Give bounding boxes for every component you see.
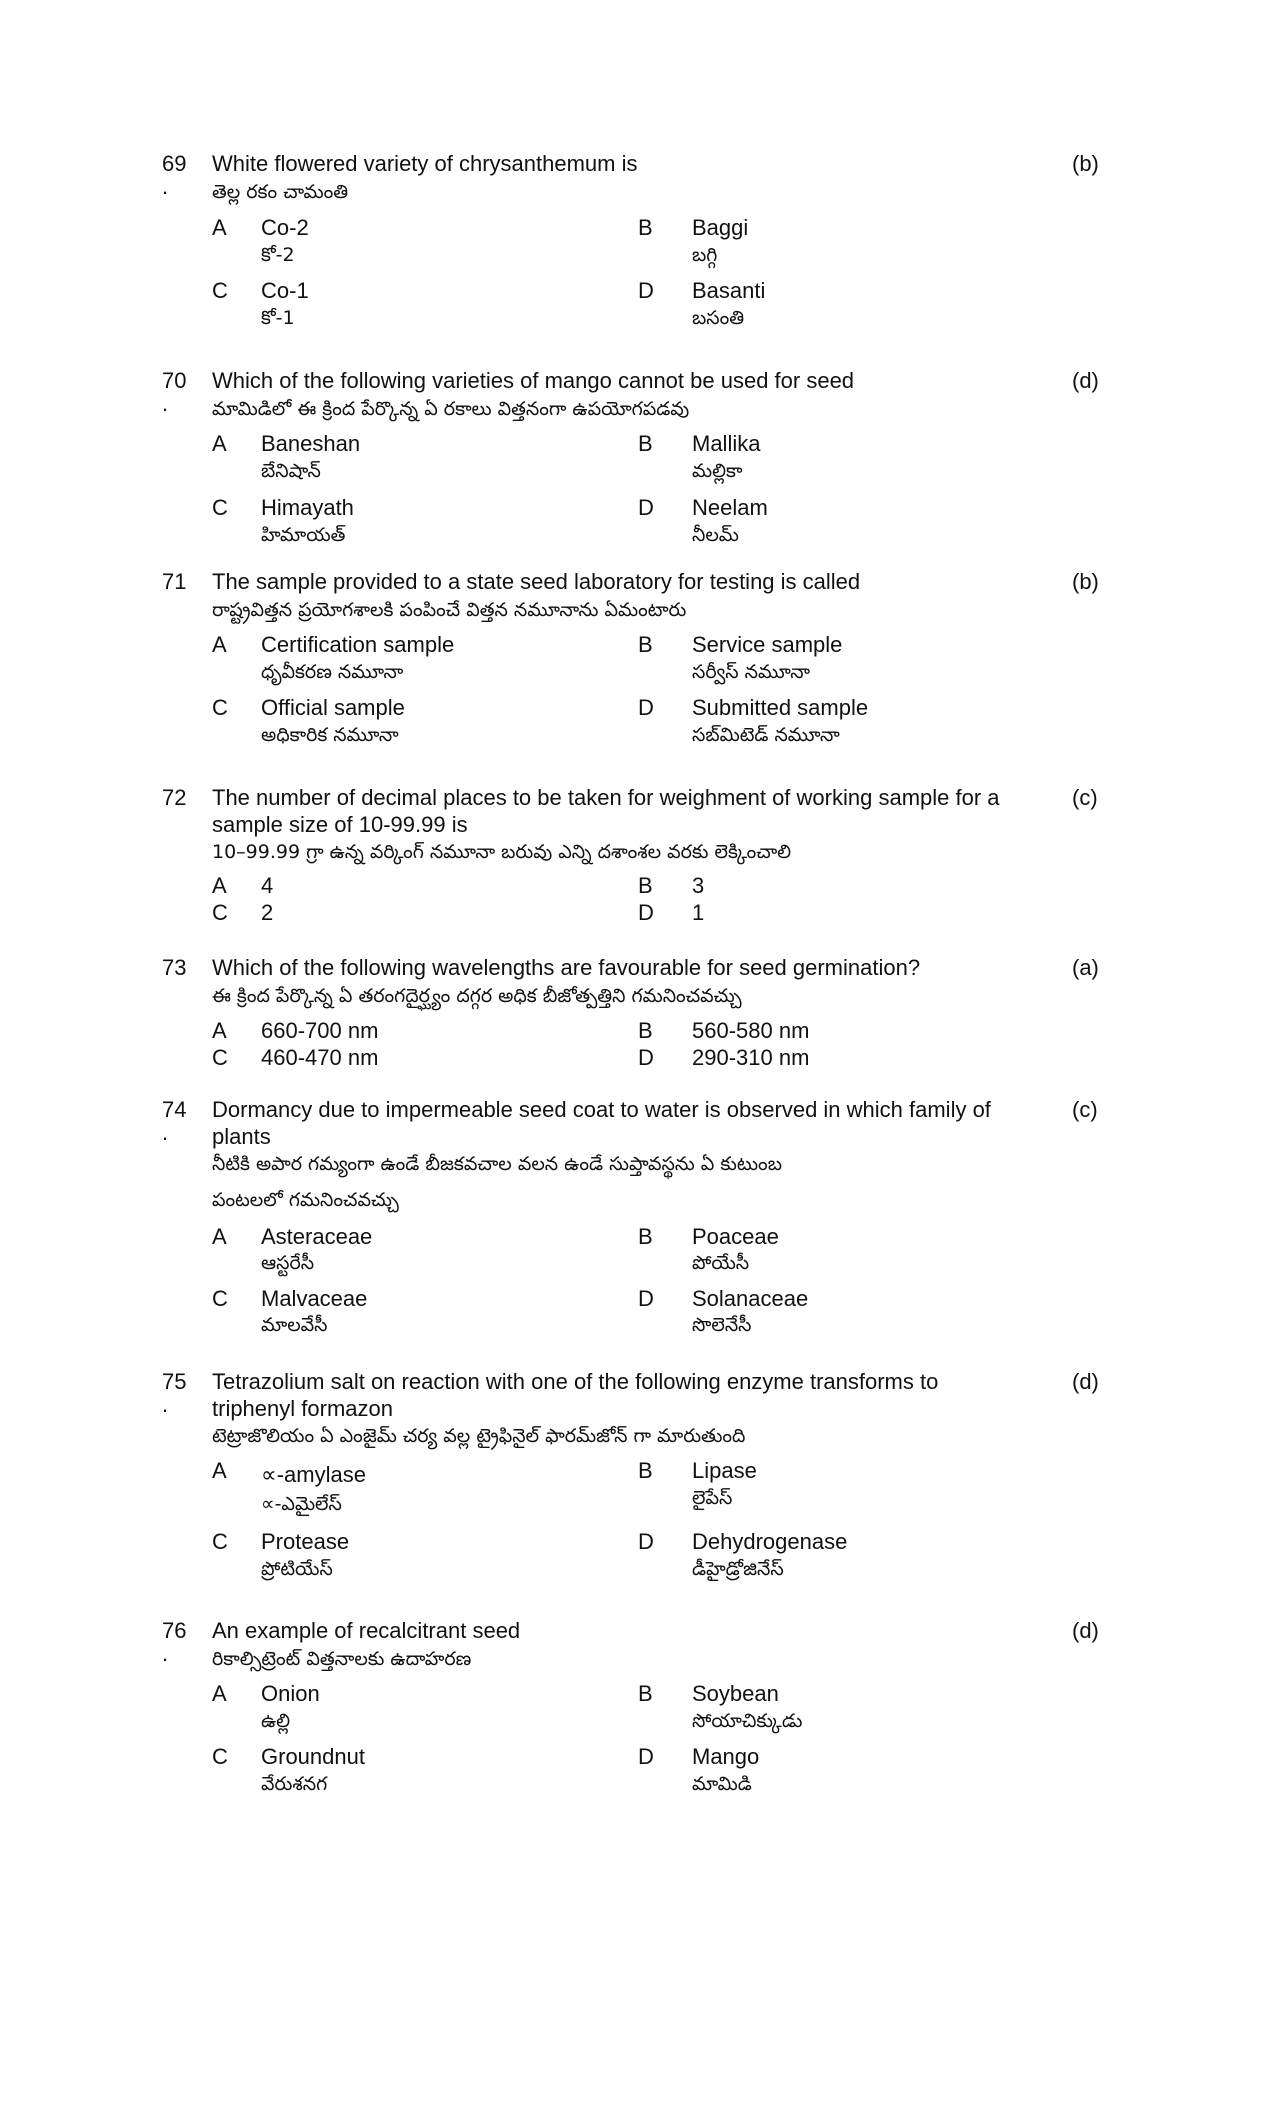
question-number-dot: . xyxy=(162,174,169,199)
option-letter-d: D xyxy=(638,1045,654,1070)
question-number-value: 72 xyxy=(162,785,187,810)
option-a-telugu: బేనిషాన్ xyxy=(261,460,321,482)
question-text-english xyxy=(212,784,1052,838)
question-text-telugu: రాష్ట్రవిత్తన ప్రయోగశాలకి పంపించే విత్తన నమూనాను ఏమంటారు xyxy=(212,599,687,621)
question-number-value: 76 xyxy=(162,1618,187,1643)
option-c-english: 460-470 nm xyxy=(261,1045,379,1070)
option-a-english: Asteraceae xyxy=(261,1224,373,1249)
question-text-english: White flowered variety of chrysanthemum is xyxy=(212,151,638,176)
question-text-telugu: టెట్రాజొలియం ఏ ఎంజైమ్ చర్య వల్ల ట్రైఫినైల్ ఫారమ్‌జోన్ గా మారుతుంది xyxy=(212,1425,746,1447)
option-b-english: Soybean xyxy=(692,1681,779,1706)
option-b-telugu: పోయేసీ xyxy=(692,1252,750,1274)
option-c-english: Groundnut xyxy=(261,1744,365,1769)
option-d-english: Submitted sample xyxy=(692,695,869,720)
option-c-english: Protease xyxy=(261,1529,350,1554)
question-text-telugu: రికాల్సిట్రెంట్ విత్తనాలకు ఉదాహరణ xyxy=(212,1648,472,1670)
question-number-value: 69 xyxy=(162,151,187,176)
option-c-telugu: అధికారిక నమూనా xyxy=(261,724,399,746)
option-letter-d: D xyxy=(638,900,654,925)
option-c-telugu: ప్రోటియేస్ xyxy=(261,1558,333,1580)
question-text-english xyxy=(212,1368,1052,1422)
option-letter-c: C xyxy=(212,695,228,720)
answer-key: (c) xyxy=(1072,1097,1098,1122)
option-letter-a: A xyxy=(212,1681,227,1706)
option-letter-b: B xyxy=(638,1224,653,1249)
option-letter-b: B xyxy=(638,632,653,657)
option-d-telugu: డీహైడ్రోజినేస్ xyxy=(692,1558,784,1580)
option-d-english: Basanti xyxy=(692,278,766,303)
option-c-telugu: హిమాయత్ xyxy=(261,524,346,546)
option-letter-d: D xyxy=(638,495,654,520)
question-number xyxy=(162,1368,198,1417)
option-a-telugu: ఉల్లి xyxy=(261,1710,291,1732)
question-text-line-1: Dormancy due to impermeable seed coat to water is observed in which family of xyxy=(212,1097,991,1122)
option-c-telugu: కో-1 xyxy=(261,307,295,329)
option-a-english: ∝-amylase xyxy=(261,1462,366,1487)
option-a-english: Co-2 xyxy=(261,215,309,240)
option-d-english: Dehydrogenase xyxy=(692,1529,848,1554)
answer-key: (a) xyxy=(1072,955,1099,980)
option-letter-a: A xyxy=(212,1224,227,1249)
option-b-english: Mallika xyxy=(692,431,761,456)
question-number xyxy=(162,784,198,812)
option-a-english: 660-700 nm xyxy=(261,1018,379,1043)
option-letter-a: A xyxy=(212,873,227,898)
question-text-line-2: sample size of 10-99.99 is xyxy=(212,812,468,837)
option-a-telugu: ∝-ఎమైలేస్ xyxy=(261,1493,342,1515)
option-b-english: Baggi xyxy=(692,215,749,240)
option-c-english: 2 xyxy=(261,900,274,925)
question-number-value: 71 xyxy=(162,569,187,594)
question-number-value: 74 xyxy=(162,1097,187,1122)
option-letter-c: C xyxy=(212,1744,228,1769)
option-b-english: 3 xyxy=(692,873,705,898)
question-text-telugu: మామిడిలో ఈ క్రింద పేర్కొన్న ఏ రకాలు విత్తనంగా ఉపయోగపడవు xyxy=(212,398,690,420)
question-text-english: The sample provided to a state seed laboratory for testing is called xyxy=(212,569,861,594)
question-text-line-1: The number of decimal places to be taken for weighment of working sample for a xyxy=(212,785,1000,810)
option-b-english: Lipase xyxy=(692,1458,757,1483)
question-text-line-2: plants xyxy=(212,1124,271,1149)
option-d-telugu: బసంతి xyxy=(692,307,745,329)
question-number xyxy=(162,1617,198,1666)
question-number xyxy=(162,954,198,982)
option-letter-b: B xyxy=(638,1458,653,1483)
option-c-english: Malvaceae xyxy=(261,1286,368,1311)
option-letter-d: D xyxy=(638,695,654,720)
option-d-english: Solanaceae xyxy=(692,1286,809,1311)
option-letter-d: D xyxy=(638,1744,654,1769)
option-b-english: Service sample xyxy=(692,632,843,657)
question-text-telugu: 10–99.99 గ్రా ఉన్న వర్కింగ్ నమూనా బరువు ఎన్ని దశాంశల వరకు లెక్కించాలి xyxy=(212,841,792,863)
option-c-telugu: వేరుశనగ xyxy=(261,1773,328,1795)
answer-key: (c) xyxy=(1072,785,1098,810)
option-letter-a: A xyxy=(212,431,227,456)
question-number xyxy=(162,1096,198,1145)
question-text-english: An example of recalcitrant seed xyxy=(212,1618,521,1643)
answer-key: (d) xyxy=(1072,1369,1099,1394)
option-a-telugu: కో-2 xyxy=(261,244,295,266)
option-letter-b: B xyxy=(638,873,653,898)
option-b-telugu: సోయాచిక్కుడు xyxy=(692,1710,803,1732)
option-letter-b: B xyxy=(638,431,653,456)
option-b-telugu: లైపేస్ xyxy=(692,1487,733,1509)
question-number xyxy=(162,367,198,416)
option-b-telugu: బగ్గి xyxy=(692,244,718,266)
option-c-english: Official sample xyxy=(261,695,405,720)
question-text-english xyxy=(212,1096,1052,1150)
question-number-dot: . xyxy=(162,1641,169,1666)
question-number-dot: . xyxy=(162,391,169,416)
question-text-line-2: triphenyl formazon xyxy=(212,1396,393,1421)
option-letter-a: A xyxy=(212,215,227,240)
option-d-english: Neelam xyxy=(692,495,768,520)
question-number-dot: . xyxy=(162,1392,169,1417)
question-number xyxy=(162,150,198,199)
question-text-telugu: ఈ క్రింద పేర్కొన్న ఏ తరంగదైర్ఘ్యం దగ్గర అధిక బీజోత్పత్తిని గమనించవచ్చు xyxy=(212,985,742,1007)
option-b-english: 560-580 nm xyxy=(692,1018,810,1043)
option-d-telugu: సొలెనేసీ xyxy=(692,1314,752,1336)
question-number-value: 75 xyxy=(162,1369,187,1394)
question-number-value: 70 xyxy=(162,368,187,393)
option-letter-c: C xyxy=(212,900,228,925)
option-letter-d: D xyxy=(638,1286,654,1311)
question-number-dot: . xyxy=(162,1120,169,1145)
option-letter-c: C xyxy=(212,1286,228,1311)
option-letter-a: A xyxy=(212,1458,227,1483)
question-text-line-1: Tetrazolium salt on reaction with one of the following enzyme transforms to xyxy=(212,1369,939,1394)
question-number-value: 73 xyxy=(162,955,187,980)
question-text-telugu-line-2: పంటలలో గమనించవచ్చు xyxy=(212,1189,399,1211)
question-text-english: Which of the following varieties of mango cannot be used for seed xyxy=(212,368,855,393)
question-text-english: Which of the following wavelengths are favourable for seed germination? xyxy=(212,955,921,980)
option-d-english: 1 xyxy=(692,900,705,925)
option-a-english: 4 xyxy=(261,873,274,898)
option-d-english: Mango xyxy=(692,1744,760,1769)
option-c-english: Co-1 xyxy=(261,278,309,303)
option-letter-c: C xyxy=(212,278,228,303)
option-d-telugu: మామిడి xyxy=(692,1773,752,1795)
option-letter-d: D xyxy=(638,278,654,303)
question-text-telugu: తెల్ల రకం చామంతి xyxy=(212,181,349,203)
option-b-english: Poaceae xyxy=(692,1224,779,1249)
option-letter-b: B xyxy=(638,215,653,240)
option-d-telugu: సబ్‌మిటెడ్ నమూనా xyxy=(692,724,840,746)
option-b-telugu: సర్వీస్ నమూనా xyxy=(692,661,810,683)
option-letter-c: C xyxy=(212,495,228,520)
option-letter-a: A xyxy=(212,1018,227,1043)
option-a-telugu: ఆస్టరేసీ xyxy=(261,1252,315,1274)
answer-key: (b) xyxy=(1072,151,1099,176)
option-c-english: Himayath xyxy=(261,495,354,520)
option-letter-d: D xyxy=(638,1529,654,1554)
option-a-telugu: ధృవీకరణ నమూనా xyxy=(261,661,404,683)
question-number xyxy=(162,568,198,596)
answer-key: (d) xyxy=(1072,1618,1099,1643)
option-a-english: Baneshan xyxy=(261,431,361,456)
question-text-telugu-line-1: నీటికి అపార గమ్యంగా ఉండే బీజకవచాల వలన ఉండే సుప్తావస్థను ఏ కుటుంబ xyxy=(212,1153,782,1175)
option-a-english: Certification sample xyxy=(261,632,455,657)
answer-key: (d) xyxy=(1072,368,1099,393)
option-letter-c: C xyxy=(212,1045,228,1070)
option-d-english: 290-310 nm xyxy=(692,1045,810,1070)
option-letter-c: C xyxy=(212,1529,228,1554)
option-d-telugu: నీలమ్ xyxy=(692,524,739,546)
answer-key: (b) xyxy=(1072,569,1099,594)
option-letter-b: B xyxy=(638,1018,653,1043)
option-letter-b: B xyxy=(638,1681,653,1706)
option-b-telugu: మల్లికా xyxy=(692,460,743,482)
option-a-english: Onion xyxy=(261,1681,320,1706)
option-letter-a: A xyxy=(212,632,227,657)
option-c-telugu: మాలవేసీ xyxy=(261,1314,328,1336)
